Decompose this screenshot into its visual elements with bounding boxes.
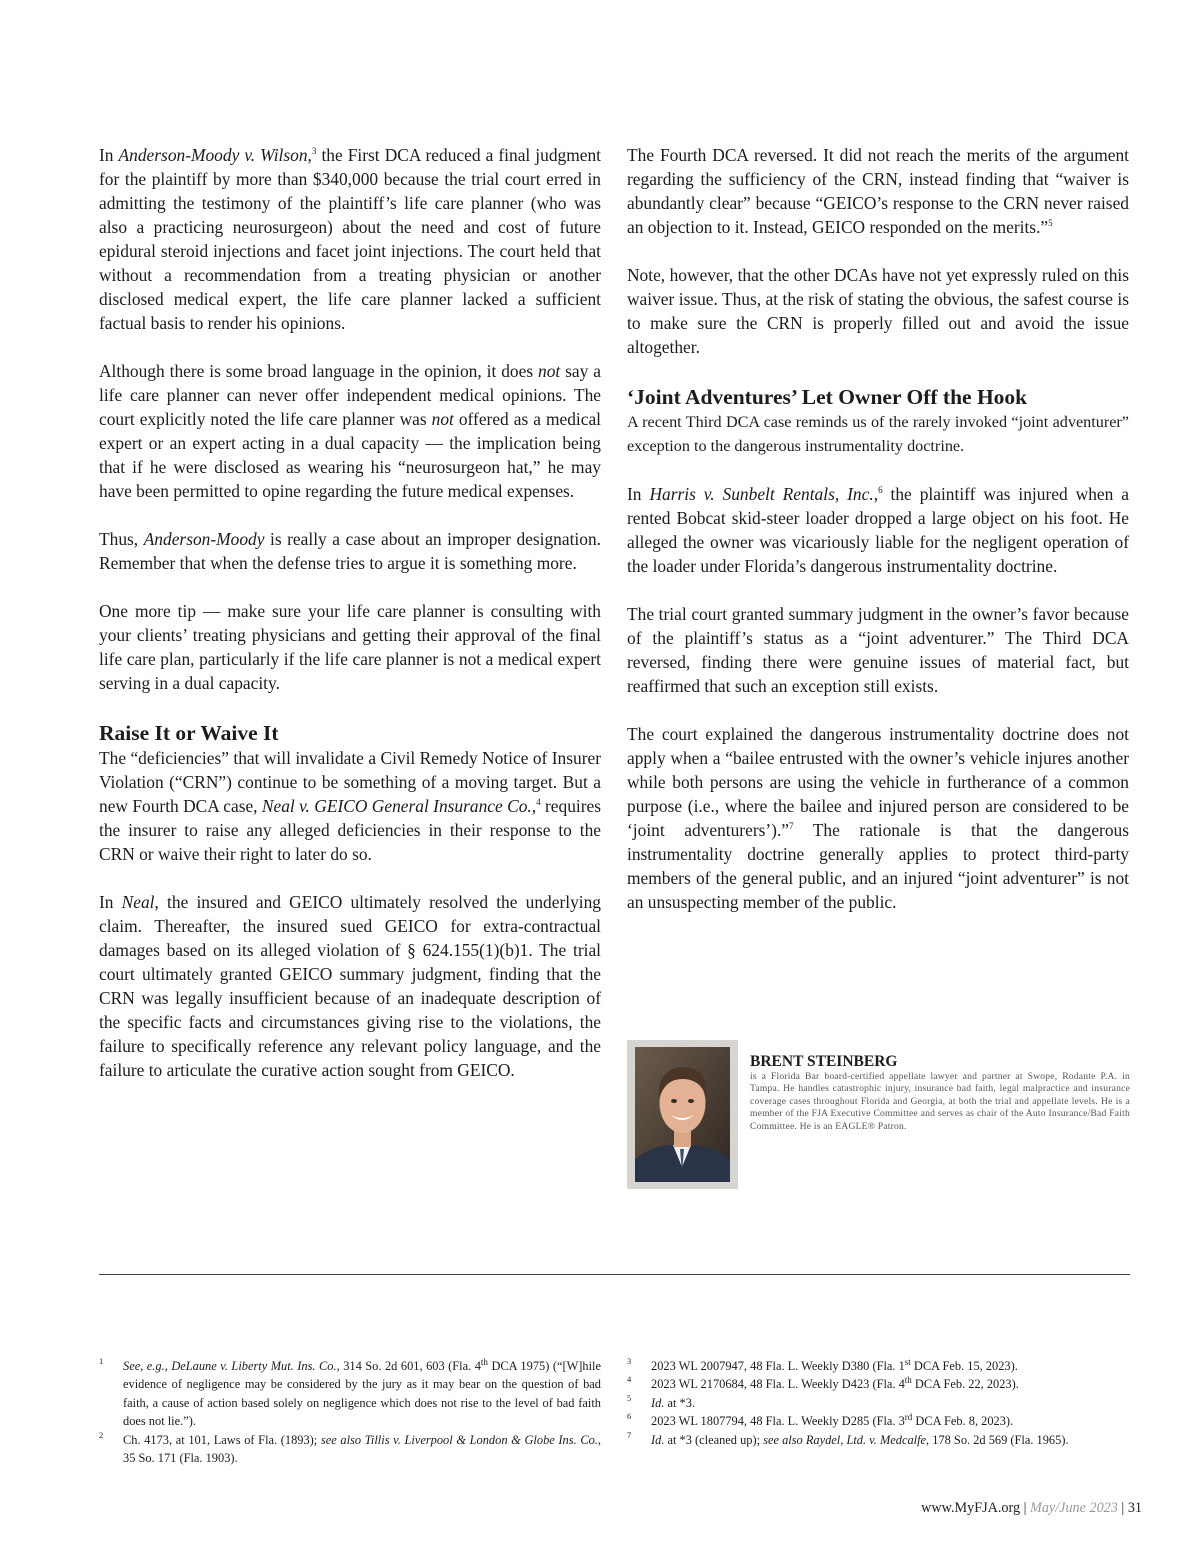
author-photo (627, 1040, 738, 1189)
footnote: 2 Ch. 4173, at 101, Laws of Fla. (1893); see also Tillis v. Liverpool & London & Globe Ins. Co., 35 So. 171 (Fla. 1903). (99, 1429, 601, 1466)
footnote: 3 2023 WL 2007947, 48 Fla. L. Weekly D380 (Fla. 1st DCA Feb. 15, 2023). (627, 1356, 1018, 1373)
author-portrait-icon (635, 1047, 730, 1182)
author-bio-box (627, 1040, 1130, 1189)
footnote-ref[interactable]: 4 (536, 797, 541, 808)
issue-date: May/June 2023 (1030, 1500, 1118, 1516)
footnote-ref[interactable]: 6 (878, 485, 883, 496)
footnote: 6 2023 WL 1807794, 48 Fla. L. Weekly D285 (Fla. 3rd DCA Feb. 8, 2023). (627, 1411, 1014, 1429)
section-heading: ‘Joint Adventures’ Let Owner Off the Hook (627, 385, 1028, 409)
paragraph: One more tip — make sure your life care planner is consulting with your clients’ treating physicians and getting their approval of the final life care plan, particularly if the life care planner is not a medical expert serving in a dual capacity. (99, 601, 601, 693)
section-heading: Raise It or Waive It (99, 721, 279, 745)
paragraph: Note, however, that the other DCAs have not yet expressly ruled on this waiver issue. Thus, at the risk of stating the obvious, the safest course is to make sure the CRN is properly filled out and avoid the issue altogether. (627, 265, 1129, 357)
footnote: 4 2023 WL 2170684, 48 Fla. L. Weekly D423 (Fla. 4th DCA Feb. 22, 2023). (627, 1374, 1019, 1392)
website-link[interactable]: www.MyFJA.org (921, 1500, 1021, 1516)
paragraph: A recent Third DCA case reminds us of the rarely invoked “joint adventurer” exception to the dangerous instrumentality doctrine. (627, 413, 1129, 455)
case-name: Harris v. Sunbelt Rentals, Inc. (649, 484, 874, 504)
footnote-number: 5 (627, 1392, 632, 1403)
case-name: Anderson-Moody v. Wilson (118, 145, 308, 165)
paragraph: Thus, Anderson-Moody is really a case about an improper designation. Remember that when the defense tries to argue it is something more. (99, 529, 601, 573)
footnote-number: 7 (627, 1429, 632, 1440)
paragraph: The court explained the dangerous instrumentality doctrine does not apply when a “bailee entrusted with the owner’s vehicle injures another while both persons are using the vehicle in furtherance of a common purpose (i.e., where the bailee and injured person are considered to be ‘joint adventurers’).”$^7$ The rationale is that the dangerous instrumentality doctrine generally applies to protect third-party members of the general public, and an injured “joint adventurer” is not an unsuspecting member of the public. (627, 724, 1129, 912)
footnotes-right (627, 1357, 1130, 1449)
footnote-ref[interactable]: 5 (1048, 218, 1053, 229)
left-column (99, 143, 601, 1082)
paragraph: The trial court granted summary judgment in the owner’s favor because of the plaintiff’s status as a “joint adventurer.” The Third DCA reversed, finding there were genuine issues of material fact, but reaffirmed that such an exception still exists. (627, 604, 1129, 696)
footnote-number: 1 (99, 1356, 104, 1366)
paragraph: The Fourth DCA reversed. It did not reach the merits of the argument regarding the sufficiency of the CRN, instead finding that “waiver is abundantly clear” because “GEICO’s response to the CRN never raised an objection to it. Instead, GEICO responded on the merits.”$^5$ (627, 145, 1129, 237)
footnote: 1 See, e.g., DeLaune v. Liberty Mut. Ins. Co., 314 So. 2d 601, 603 (Fla. 4th DCA 1975) (“[W]hile evidence of negligence may be considered by the jury as it may bear on the question of bad faith, a cause of action based solely on negligence which does not rise to the level of bad faith does not lie.”). (99, 1356, 601, 1429)
case-name: Neal (121, 892, 155, 912)
footnote-ref[interactable]: 7 (789, 821, 794, 832)
footnote: 5 Id. at *3. (627, 1392, 696, 1410)
footnote: 7 Id. at *3 (cleaned up); see also Raydel, Ltd. v. Medcalfe, 178 So. 2d 569 (Fla. 1965). (627, 1429, 1069, 1447)
paragraph: In Neal, the insured and GEICO ultimately resolved the underlying claim. Thereafter, the insured sued GEICO for extra-contractual damages based on its alleged violation of § 624.155(1)(b)1. The trial court ultimately granted GEICO summary judgment, finding that the CRN was legally insufficient because of an inadequate description of the specific facts and circumstances giving rise to the violations, the failure to specifically reference any relevant policy language, and the failure to articulate the curative action sought from GEICO. (99, 892, 601, 1080)
author-text (750, 1053, 1130, 1133)
paragraph: Although there is some broad language in the opinion, it does not say a life care planner can never offer independent medical opinions. The court explicitly noted the life care planner was not offered as a medical expert or an expert acting in a dual capacity — the implication being that if he were disclosed as wearing his “neurosurgeon hat,” he may have been permitted to opine regarding the future medical expenses. (99, 361, 601, 501)
footnote-number: 2 (99, 1429, 104, 1440)
paragraph: In Anderson-Moody v. Wilson,$^3$ the First DCA reduced a final judgment for the plaintiff by more than $340,000 because the trial court erred in admitting the testimony of the plaintiff’s life care planner (who was also a practicing neurosurgeon) about the need and cost of future epidural steroid injections and facet joint injections. The court held that without a recommendation from a treating physician or another disclosed medical expert, the life care planner lacked a sufficient factual basis to render his opinions. (99, 145, 601, 333)
case-name: Neal v. GEICO General Insurance Co. (261, 796, 532, 816)
paragraph: In Harris v. Sunbelt Rentals, Inc.,$^6$ the plaintiff was injured when a rented Bobcat skid-steer loader dropped a large object on his foot. He alleged the owner was vicariously liable for the negligent operation of the loader under Florida’s dangerous instrumentality doctrine. (627, 484, 1129, 576)
page-number: 31 (1127, 1500, 1142, 1516)
footnote-number: 6 (627, 1411, 632, 1422)
page-footer: www.MyFJA.org | May/June 2023 | 31 (921, 1500, 1142, 1516)
footnote-number: 3 (627, 1356, 632, 1366)
right-column (627, 143, 1129, 914)
paragraph: The “deficiencies” that will invalidate a Civil Remedy Notice of Insurer Violation (“CRN”) continue to be something of a moving target. But a new Fourth DCA case, Neal v. GEICO General Insurance Co.,$^4$ requires the insurer to raise any alleged deficiencies in their response to the CRN or waive their right to later do so. (99, 748, 601, 864)
footnotes-left (99, 1357, 601, 1467)
footnote-divider (99, 1274, 1130, 1275)
case-name: Anderson-Moody (143, 529, 265, 549)
author-name: BRENT STEINBERG (750, 1053, 898, 1070)
footnote-ref[interactable]: 3 (311, 146, 317, 157)
footnote-number: 4 (627, 1374, 632, 1385)
author-bio: is a Florida Bar board-certified appellate lawyer and partner at Swope, Rodante P.A. in Tampa. He handles catastrophic injury, insurance bad faith, legal malpractice and insurance coverage cases throughout Florida and Georgia, at both the trial and appellate levels. He is a member of the FJA Executive Committee and serves as chair of the Auto Insurance/Bad Faith Committee. He is an EAGLE® Patron. (750, 1071, 1130, 1132)
